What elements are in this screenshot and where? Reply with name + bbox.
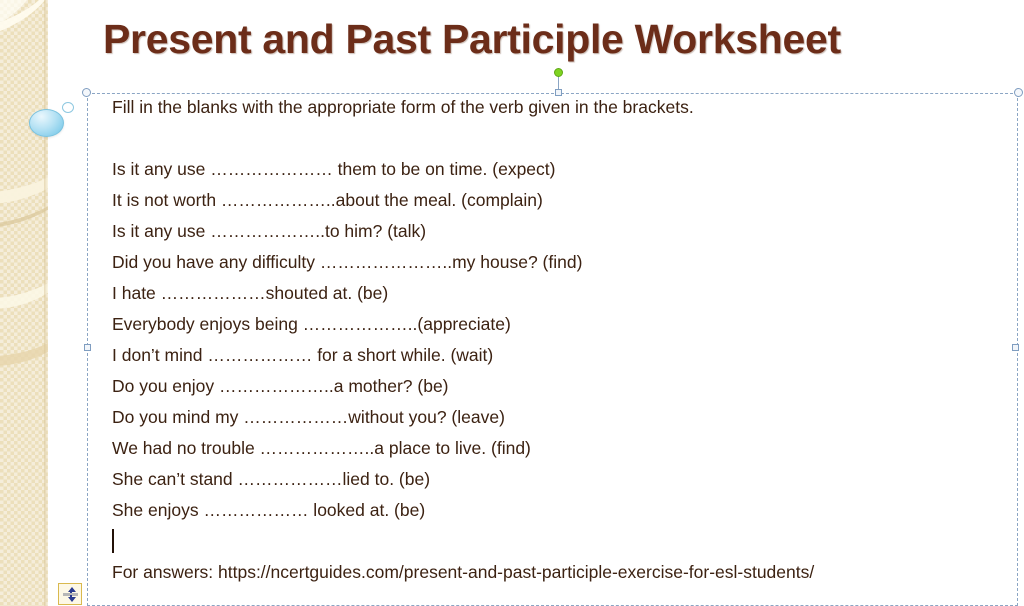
autofit-arrows-icon — [63, 587, 78, 602]
instruction-line: Fill in the blanks with the appropriate form of the verb given in the brackets. — [112, 97, 694, 117]
page-title[interactable]: Present and Past Participle Worksheet — [103, 16, 841, 62]
question-line: It is not worth ………………..about the meal. (complain) — [112, 190, 543, 210]
resize-handle-top-left[interactable] — [82, 88, 91, 97]
resize-handle-top-middle[interactable] — [555, 89, 562, 96]
rotation-handle[interactable] — [554, 68, 563, 77]
arrow-down-icon — [68, 597, 76, 602]
question-line: I don’t mind ……………… for a short while. (wait) — [112, 345, 494, 365]
text-cursor — [112, 529, 114, 553]
body-text-placeholder[interactable] — [87, 93, 1018, 606]
question-line: I hate ………………shouted at. (be) — [112, 283, 389, 303]
autofit-options-button[interactable] — [58, 583, 82, 605]
sidebar-edge-shadow — [44, 0, 48, 606]
text-cursor-line — [112, 526, 1007, 557]
decorative-arc-5 — [0, 201, 48, 371]
decorative-arc-4 — [0, 123, 48, 316]
question-line: She enjoys ……………… looked at. (be) — [112, 500, 426, 520]
question-line: Is it any use ………………..to him? (talk) — [112, 221, 427, 241]
body-text-content[interactable] — [112, 92, 1007, 588]
decorative-bubble-small — [62, 102, 74, 113]
resize-handle-left-middle[interactable] — [84, 344, 91, 351]
question-line: Do you mind my ………………without you? (leave) — [112, 407, 505, 427]
decorative-arc-3 — [0, 53, 48, 239]
corner-swirl-shape — [0, 0, 48, 36]
question-line: Did you have any difficulty …………………..my house? (find) — [112, 252, 583, 272]
question-line: Everybody enjoys being ………………..(appreciate) — [112, 314, 511, 334]
decorative-sidebar-band — [0, 0, 48, 606]
decorative-bubble-large — [29, 109, 64, 137]
answers-link-line: For answers: https://ncertguides.com/present-and-past-participle-exercise-for-esl-students/ — [112, 562, 815, 582]
spacer-line — [112, 123, 1007, 154]
question-line: She can’t stand ………………lied to. (be) — [112, 469, 431, 489]
resize-handle-top-right[interactable] — [1014, 88, 1023, 97]
question-line: We had no trouble ………………..a place to live. (find) — [112, 438, 531, 458]
question-line: Is it any use ………………… them to be on time. (expect) — [112, 159, 556, 179]
resize-handle-right-middle[interactable] — [1012, 344, 1019, 351]
question-line: Do you enjoy ………………..a mother? (be) — [112, 376, 449, 396]
